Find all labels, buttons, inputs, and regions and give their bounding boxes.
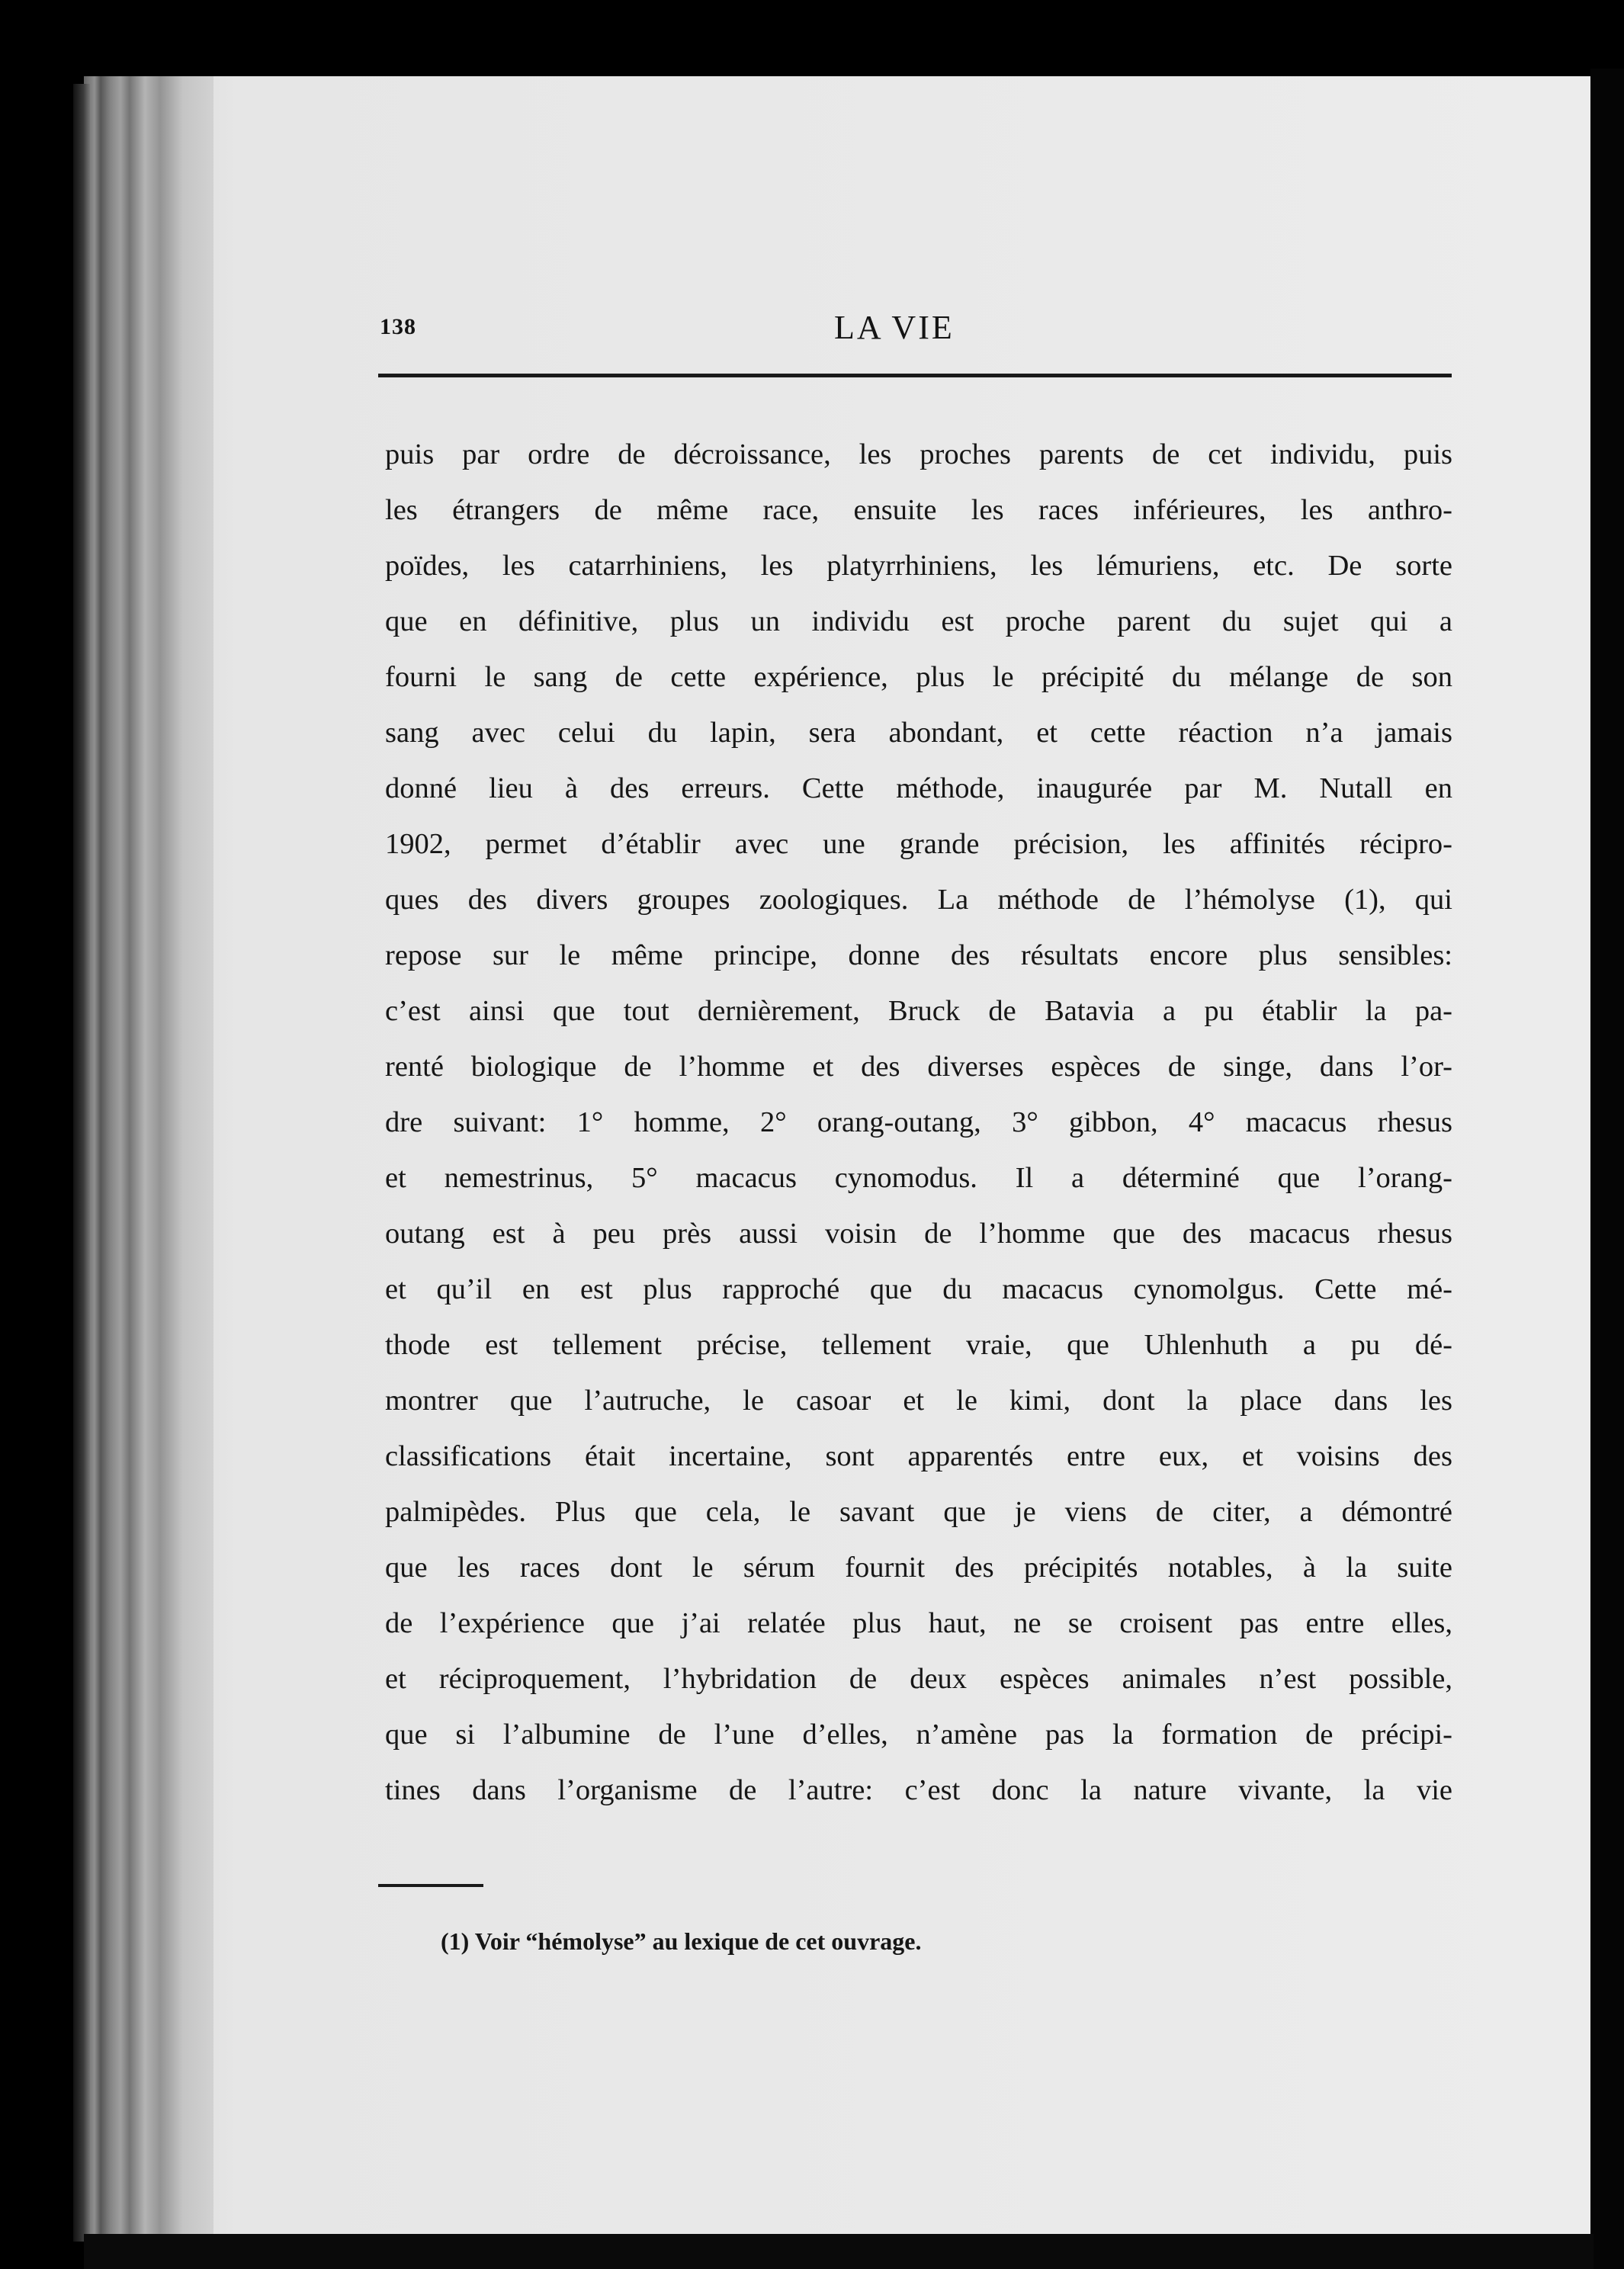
text-line: ques des divers groupes zoologiques. La méthode de l’hémolyse (1), qui	[385, 884, 1452, 916]
text-line: puis par ordre de décroissance, les proches parents de cet individu, puis	[385, 438, 1452, 470]
text-line: renté biologique de l’homme et des diverses espèces de singe, dans l’or-	[385, 1051, 1452, 1083]
text-line: montrer que l’autruche, le casoar et le kimi, dont la place dans les	[385, 1385, 1452, 1417]
text-line: palmipèdes. Plus que cela, le savant que je viens de citer, a démontré	[385, 1496, 1452, 1528]
text-line: thode est tellement précise, tellement vraie, que Uhlenhuth a pu dé-	[385, 1329, 1452, 1361]
right-border	[1590, 69, 1624, 2269]
text-line: outang est à peu près aussi voisin de l’homme que des macacus rhesus	[385, 1218, 1452, 1250]
text-line: dre suivant: 1° homme, 2° orang-outang, 3° gibbon, 4° macacus rhesus	[385, 1106, 1452, 1138]
text-line: donné lieu à des erreurs. Cette méthode, inaugurée par M. Nutall en	[385, 772, 1452, 804]
text-line: et réciproquement, l’hybridation de deux espèces animales n’est possible,	[385, 1663, 1452, 1695]
text-line: repose sur le même principe, donne des résultats encore plus sensibles:	[385, 939, 1452, 971]
text-line: et nemestrinus, 5° macacus cynomodus. Il a déterminé que l’orang-	[385, 1162, 1452, 1194]
text-line: 1902, permet d’établir avec une grande précision, les affinités récipro-	[385, 828, 1452, 860]
text-line: poïdes, les catarrhiniens, les platyrrhiniens, les lémuriens, etc. De sorte	[385, 550, 1452, 582]
text-line: les étrangers de même race, ensuite les races inférieures, les anthro-	[385, 494, 1452, 526]
text-line: de l’expérience que j’ai relatée plus haut, ne se croisent pas entre elles,	[385, 1607, 1452, 1639]
book-gutter	[84, 76, 213, 2249]
text-line: et qu’il en est plus rapproché que du macacus cynomolgus. Cette mé-	[385, 1273, 1452, 1305]
header-rule	[378, 374, 1452, 377]
running-head	[380, 308, 1447, 361]
text-line: classifications était incertaine, sont apparentés entre eux, et voisins des	[385, 1440, 1452, 1472]
page-number: 138	[380, 314, 416, 339]
text-line: que les races dont le sérum fournit des précipités notables, à la suite	[385, 1552, 1452, 1584]
text-line: c’est ainsi que tout dernièrement, Bruck de Batavia a pu établir la pa-	[385, 995, 1452, 1027]
running-title: LA VIE	[834, 309, 955, 346]
text-line: fourni le sang de cette expérience, plus le précipité du mélange de son	[385, 661, 1452, 693]
footnote-rule	[378, 1884, 483, 1887]
text-line: tines dans l’organisme de l’autre: c’est donc la nature vivante, la vie	[385, 1774, 1452, 1806]
binding-edge	[73, 84, 90, 2242]
footnote: (1) Voir “hémolyse” au lexique de cet ouvrage.	[441, 1927, 922, 1955]
bottom-border	[84, 2234, 1594, 2269]
text-line: que si l’albumine de l’une d’elles, n’amène pas la formation de précipi-	[385, 1719, 1452, 1751]
text-line: sang avec celui du lapin, sera abondant, et cette réaction n’a jamais	[385, 717, 1452, 749]
text-line: que en définitive, plus un individu est proche parent du sujet qui a	[385, 605, 1452, 637]
body-text	[385, 427, 1452, 1818]
